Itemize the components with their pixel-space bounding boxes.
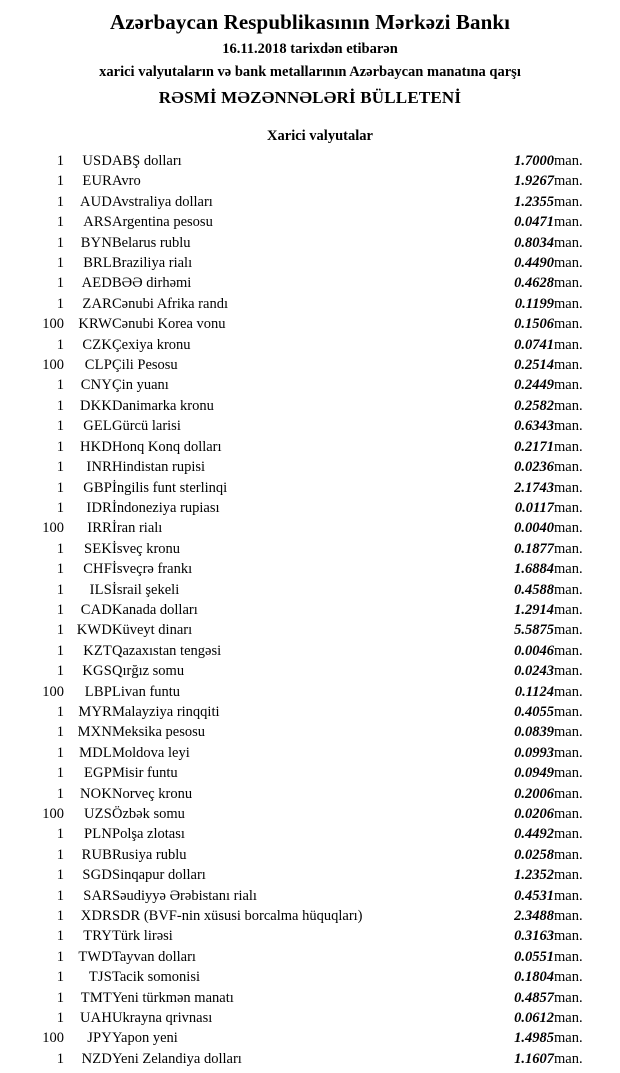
- currency-code: PLN: [84, 826, 112, 843]
- currency-unit-label: man.: [554, 744, 583, 761]
- table-row: [18, 661, 602, 681]
- currency-rate: 0.2449: [514, 377, 554, 394]
- table-row: [18, 641, 602, 661]
- currency-unit-label: man.: [554, 601, 583, 618]
- currency-unit-label: man.: [554, 806, 583, 822]
- currency-unit-label: man.: [554, 867, 583, 884]
- currency-quantity: 1: [56, 703, 64, 720]
- currency-quantity: 1: [56, 336, 64, 353]
- currency-unit-label: man.: [554, 336, 583, 353]
- currency-name: Misir funtu: [112, 765, 178, 782]
- table-row: [18, 702, 602, 722]
- currency-name: Gürcü larisi: [112, 418, 181, 435]
- table-row: [18, 600, 602, 620]
- currency-code: IDR: [86, 499, 112, 516]
- currency-quantity: 1: [56, 785, 64, 802]
- currency-unit-label: man.: [554, 499, 583, 516]
- currency-name: Türk lirəsi: [112, 928, 173, 945]
- currency-name: Çin yuanı: [112, 377, 169, 394]
- currency-code: TJS: [88, 969, 112, 986]
- currency-code: CAD: [80, 601, 112, 618]
- currency-name: Honq Konq dolları: [112, 438, 222, 455]
- currency-rate: 0.4492: [514, 826, 554, 843]
- currency-rate: 0.0741: [514, 336, 554, 353]
- currency-name: Tayvan dolları: [112, 948, 196, 965]
- currency-name: İsveçrə frankı: [112, 561, 193, 578]
- currency-quantity: 1: [56, 255, 64, 272]
- currency-name: Çili Pesosu: [112, 357, 178, 374]
- currency-code: IRR: [87, 520, 112, 537]
- currency-unit-label: man.: [554, 683, 583, 700]
- currency-quantity: 1: [56, 397, 64, 414]
- currency-unit-label: man.: [554, 316, 583, 333]
- table-row: [18, 722, 602, 742]
- currency-unit-label: man.: [554, 1050, 583, 1067]
- currency-quantity: 1: [56, 214, 64, 231]
- table-row: [18, 967, 602, 987]
- currency-name: Braziliya rialı: [112, 255, 193, 272]
- currency-name: Səudiyyə Ərəbistanı rialı: [112, 887, 257, 904]
- currency-rate: 0.0206: [514, 806, 554, 822]
- currency-rate: 0.0243: [514, 663, 554, 680]
- table-row: [18, 865, 602, 885]
- currency-quantity: 1: [56, 744, 64, 761]
- currency-quantity: 1: [56, 581, 64, 598]
- currency-quantity: 1: [56, 173, 64, 190]
- currency-name: ABŞ dolları: [112, 153, 182, 169]
- currency-code: CNY: [80, 377, 112, 394]
- currency-name: Hindistan rupisi: [112, 459, 206, 476]
- currency-code: ILS: [89, 581, 112, 598]
- currency-unit-label: man.: [554, 989, 583, 1006]
- currency-name: Özbək somu: [112, 806, 185, 822]
- table-row: [18, 1028, 602, 1048]
- currency-code: CLP: [84, 357, 112, 374]
- currency-unit-label: man.: [554, 357, 583, 374]
- currency-rate: 1.2352: [514, 867, 554, 884]
- currency-name: Qırğız somu: [112, 663, 185, 680]
- currency-unit-label: man.: [554, 459, 583, 476]
- currency-name: Cənubi Afrika randı: [112, 295, 228, 312]
- currency-code: BRL: [83, 255, 112, 272]
- currency-name: Tacik somonisi: [112, 969, 200, 986]
- currency-rate: 0.1124: [514, 683, 554, 700]
- currency-rate: 1.7000: [514, 153, 554, 169]
- currency-unit-label: man.: [554, 540, 583, 557]
- currency-quantity: 100: [42, 357, 64, 374]
- document-subtitle: xarici valyutaların və bank metallarının Azərbaycan manatına qarşı: [99, 64, 521, 80]
- bulletin-heading: RƏSMİ MƏZƏNNƏLƏRİ BÜLLETENİ: [158, 88, 462, 107]
- currency-quantity: 1: [56, 153, 64, 169]
- currency-rate: 1.2355: [514, 193, 554, 210]
- currency-name: Küveyt dinarı: [112, 622, 193, 639]
- currency-name: Kanada dolları: [112, 601, 198, 618]
- currency-code: INR: [86, 459, 112, 476]
- table-row: [18, 375, 602, 395]
- currency-rate: 1.9267: [514, 173, 554, 190]
- currency-quantity: 1: [56, 663, 64, 680]
- currency-rate: 0.2514: [514, 357, 554, 374]
- table-row: [18, 478, 602, 498]
- currency-name: Malayziya rinqqiti: [112, 703, 220, 720]
- currency-quantity: 1: [56, 540, 64, 557]
- table-row: [18, 518, 602, 538]
- currency-code: LBP: [84, 683, 112, 700]
- table-row: [18, 804, 602, 824]
- currency-name: Moldova leyi: [112, 744, 190, 761]
- currency-rate: 0.1804: [514, 969, 554, 986]
- currency-code: BYN: [80, 234, 112, 251]
- currency-name: Sinqapur dolları: [112, 867, 206, 884]
- table-row: [18, 1008, 602, 1028]
- currency-name: Norveç kronu: [112, 785, 193, 802]
- currency-name: Qazaxıstan tengəsi: [112, 642, 222, 659]
- table-row: [18, 192, 602, 212]
- currency-quantity: 1: [56, 234, 64, 251]
- currency-code: KGS: [82, 663, 112, 680]
- table-row: [18, 620, 602, 640]
- currency-quantity: 1: [56, 295, 64, 312]
- currency-code: RUB: [81, 846, 112, 863]
- table-row: [18, 314, 602, 334]
- currency-code: TRY: [83, 928, 112, 945]
- currency-rate: 0.0949: [514, 765, 554, 782]
- currency-name: İngilis funt sterlinqi: [112, 479, 228, 496]
- currency-unit-label: man.: [554, 234, 583, 251]
- currency-name: İsveç kronu: [112, 540, 181, 557]
- currency-name: Çexiya kronu: [112, 336, 191, 353]
- currency-rate: 0.2171: [514, 438, 554, 455]
- currency-name: Avstraliya dolları: [112, 193, 213, 210]
- currency-quantity: 1: [56, 479, 64, 496]
- currency-name: İsrail şekeli: [112, 581, 180, 598]
- currency-unit-label: man.: [554, 908, 583, 925]
- currency-code: HKD: [79, 438, 112, 455]
- table-row: [18, 233, 602, 253]
- currency-rate: 0.0993: [514, 744, 554, 761]
- currency-rate: 0.4857: [514, 989, 554, 1006]
- currency-quantity: 1: [56, 642, 64, 659]
- table-row: [18, 171, 602, 191]
- currency-rate: 0.2582: [514, 397, 554, 414]
- table-row: [18, 824, 602, 844]
- table-row: [18, 253, 602, 273]
- currency-unit-label: man.: [554, 193, 583, 210]
- currency-name: İndoneziya rupiası: [112, 499, 220, 516]
- currency-unit-label: man.: [554, 295, 583, 312]
- currency-quantity: 1: [56, 969, 64, 986]
- currency-rate: 0.1199: [514, 295, 554, 312]
- section-title-foreign-currencies: Xarici valyutalar: [267, 128, 373, 144]
- currency-code: MYR: [78, 703, 112, 720]
- currency-code: UAH: [79, 1010, 112, 1027]
- document-header: [18, 8, 602, 110]
- currency-unit-label: man.: [554, 520, 583, 537]
- currency-unit-label: man.: [554, 377, 583, 394]
- currency-unit-label: man.: [554, 846, 583, 863]
- currency-code: TMT: [80, 989, 112, 1006]
- currency-rate: 0.0471: [514, 214, 554, 231]
- currency-rate: 0.0258: [514, 846, 554, 863]
- currency-code: NZD: [81, 1050, 112, 1067]
- currency-code: SEK: [84, 540, 112, 557]
- currency-code: MXN: [77, 724, 112, 741]
- currency-unit-label: man.: [554, 275, 583, 292]
- table-row: [18, 355, 602, 375]
- table-row: [18, 743, 602, 763]
- currency-rate: 1.6884: [514, 561, 554, 578]
- currency-rate: 0.4531: [514, 887, 554, 904]
- effective-date-line: 16.11.2018 tarixdən etibarən: [222, 41, 398, 57]
- currency-rate: 0.0612: [514, 1010, 554, 1027]
- currency-unit-label: man.: [554, 1030, 583, 1047]
- table-row: [18, 906, 602, 926]
- currency-quantity: 100: [42, 316, 64, 333]
- currency-name: Avro: [112, 173, 141, 190]
- currency-rate: 0.0117: [514, 499, 554, 516]
- currency-unit-label: man.: [554, 969, 583, 986]
- currency-rate: 0.0040: [514, 520, 554, 537]
- currency-code: GEL: [83, 418, 112, 435]
- currency-quantity: 1: [56, 948, 64, 965]
- currency-quantity: 1: [56, 928, 64, 945]
- table-row: [18, 559, 602, 579]
- currency-rate: 0.0046: [514, 642, 554, 659]
- table-row: [18, 926, 602, 946]
- table-row: [18, 151, 602, 171]
- currency-rate: 1.1607: [514, 1050, 554, 1067]
- currency-quantity: 1: [56, 622, 64, 639]
- currency-unit-label: man.: [554, 1010, 583, 1027]
- currency-quantity: 1: [56, 826, 64, 843]
- currency-code: SGD: [82, 867, 112, 884]
- currency-unit-label: man.: [554, 418, 583, 435]
- table-row: [18, 784, 602, 804]
- currency-code: USD: [82, 153, 112, 169]
- currency-unit-label: man.: [554, 785, 583, 802]
- currency-unit-label: man.: [554, 826, 583, 843]
- currency-name: Argentina pesosu: [112, 214, 213, 231]
- currency-quantity: 100: [42, 683, 64, 700]
- currency-quantity: 1: [56, 275, 64, 292]
- currency-rate: 1.4985: [514, 1030, 554, 1047]
- currency-rate: 0.1877: [514, 540, 554, 557]
- currency-quantity: 1: [56, 1010, 64, 1027]
- currency-quantity: 1: [56, 418, 64, 435]
- currency-quantity: 1: [56, 867, 64, 884]
- currency-name: BƏƏ dirhəmi: [112, 275, 192, 292]
- currency-unit-label: man.: [554, 214, 583, 231]
- currency-rate: 2.1743: [514, 479, 554, 496]
- currency-name: Polşa zlotası: [112, 826, 185, 843]
- currency-name: Rusiya rublu: [112, 846, 187, 863]
- currency-quantity: 1: [56, 1050, 64, 1067]
- currency-rate: 1.2914: [514, 601, 554, 618]
- table-row: [18, 988, 602, 1008]
- table-row: [18, 580, 602, 600]
- currency-code: CZK: [82, 336, 112, 353]
- table-row: [18, 396, 602, 416]
- currency-quantity: 1: [56, 887, 64, 904]
- currency-quantity: 1: [56, 989, 64, 1006]
- currency-unit-label: man.: [554, 153, 583, 169]
- currency-rate: 0.0236: [514, 459, 554, 476]
- currency-name: Meksika pesosu: [112, 724, 206, 741]
- currency-code: AED: [81, 275, 112, 292]
- table-row: [18, 886, 602, 906]
- currency-name: Belarus rublu: [112, 234, 191, 251]
- currency-unit-label: man.: [554, 765, 583, 782]
- currency-name: SDR (BVF-nin xüsusi borcalma hüquqları): [112, 908, 363, 925]
- currency-code: KZT: [83, 642, 112, 659]
- table-row: [18, 212, 602, 232]
- exchange-rates-table: [18, 151, 602, 1069]
- currency-name: Yeni türkmən manatı: [112, 989, 234, 1006]
- currency-unit-label: man.: [554, 887, 583, 904]
- currency-quantity: 100: [42, 806, 64, 822]
- currency-unit-label: man.: [554, 948, 583, 965]
- table-row: [18, 273, 602, 293]
- currency-code: XDR: [80, 908, 112, 925]
- table-row: [18, 294, 602, 314]
- currency-quantity: 1: [56, 561, 64, 578]
- currency-code: JPY: [87, 1030, 112, 1047]
- currency-quantity: 1: [56, 459, 64, 476]
- currency-code: DKK: [79, 397, 112, 414]
- currency-code: KWD: [76, 622, 112, 639]
- currency-unit-label: man.: [554, 397, 583, 414]
- currency-code: ARS: [83, 214, 112, 231]
- currency-code: ZAR: [82, 295, 112, 312]
- currency-rate: 5.5875: [514, 622, 554, 639]
- table-row: [18, 845, 602, 865]
- currency-unit-label: man.: [554, 255, 583, 272]
- table-row: [18, 416, 602, 436]
- currency-code: AUD: [79, 193, 112, 210]
- currency-name: Yapon yeni: [112, 1030, 178, 1047]
- currency-quantity: 1: [56, 193, 64, 210]
- table-row: [18, 1049, 602, 1069]
- table-row: [18, 498, 602, 518]
- table-row: [18, 539, 602, 559]
- currency-name: Cənubi Korea vonu: [112, 316, 226, 333]
- currency-quantity: 1: [56, 377, 64, 394]
- currency-quantity: 1: [56, 438, 64, 455]
- currency-code: MDL: [79, 744, 112, 761]
- currency-unit-label: man.: [554, 928, 583, 945]
- currency-quantity: 1: [56, 908, 64, 925]
- currency-quantity: 1: [56, 724, 64, 741]
- currency-rate: 0.8034: [514, 234, 554, 251]
- currency-code: CHF: [83, 561, 112, 578]
- table-row: [18, 437, 602, 457]
- currency-unit-label: man.: [554, 724, 583, 741]
- currency-unit-label: man.: [554, 642, 583, 659]
- currency-quantity: 100: [42, 1030, 64, 1047]
- currency-rate: 0.4490: [514, 255, 554, 272]
- currency-unit-label: man.: [554, 663, 583, 680]
- currency-rate: 2.3488: [514, 908, 554, 925]
- currency-name: Ukrayna qrivnası: [112, 1010, 213, 1027]
- currency-rate: 0.1506: [514, 316, 554, 333]
- exchange-rates-body: [18, 151, 602, 1069]
- table-row: [18, 457, 602, 477]
- currency-unit-label: man.: [554, 479, 583, 496]
- table-row: [18, 335, 602, 355]
- currency-unit-label: man.: [554, 438, 583, 455]
- table-row: [18, 947, 602, 967]
- currency-rate: 0.4628: [514, 275, 554, 292]
- currency-rate: 0.3163: [514, 928, 554, 945]
- table-row: [18, 763, 602, 783]
- currency-quantity: 1: [56, 765, 64, 782]
- currency-quantity: 100: [42, 520, 64, 537]
- currency-code: EUR: [82, 173, 112, 190]
- currency-rate: 0.6343: [514, 418, 554, 435]
- currency-code: SAR: [83, 887, 112, 904]
- currency-unit-label: man.: [554, 173, 583, 190]
- currency-code: UZS: [84, 806, 112, 822]
- currency-code: TWD: [78, 948, 112, 965]
- currency-rate: 0.2006: [514, 785, 554, 802]
- currency-quantity: 1: [56, 499, 64, 516]
- currency-name: Livan funtu: [112, 683, 181, 700]
- currency-code: NOK: [79, 785, 112, 802]
- currency-unit-label: man.: [554, 581, 583, 598]
- currency-code: GBP: [83, 479, 112, 496]
- currency-name: Danimarka kronu: [112, 397, 214, 414]
- currency-rate: 0.0551: [514, 948, 554, 965]
- currency-unit-label: man.: [554, 703, 583, 720]
- table-row: [18, 682, 602, 702]
- currency-code: EGP: [84, 765, 112, 782]
- currency-rate: 0.4055: [514, 703, 554, 720]
- currency-unit-label: man.: [554, 622, 583, 639]
- currency-name: Yeni Zelandiya dolları: [112, 1050, 242, 1067]
- currency-name: İran rialı: [112, 520, 163, 537]
- currency-rate: 0.0839: [514, 724, 554, 741]
- currency-quantity: 1: [56, 846, 64, 863]
- bank-title: Azərbaycan Respublikasının Mərkəzi Bankı: [109, 10, 511, 34]
- currency-code: KRW: [78, 316, 112, 333]
- currency-unit-label: man.: [554, 561, 583, 578]
- currency-quantity: 1: [56, 601, 64, 618]
- currency-rate: 0.4588: [514, 581, 554, 598]
